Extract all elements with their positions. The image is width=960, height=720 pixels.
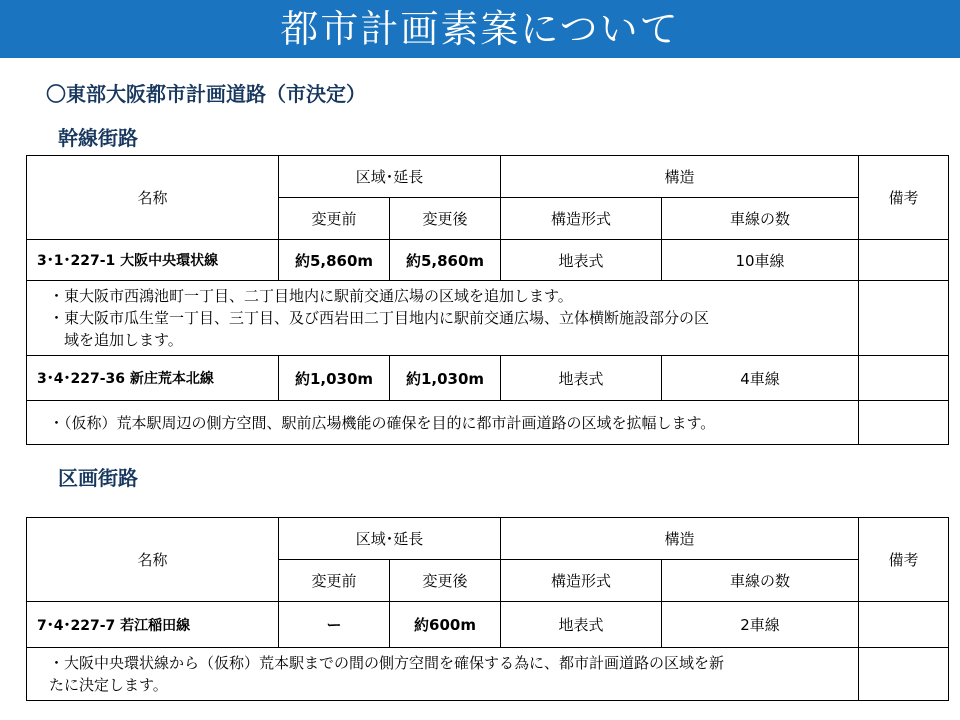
note-row — [27, 648, 949, 701]
lane-count: 10車線 — [662, 240, 859, 281]
header-after: 変更後 — [390, 560, 501, 602]
length-after: 約1,030m — [390, 356, 501, 401]
header-area: 区域･延長 — [279, 156, 501, 198]
note-text — [27, 401, 859, 445]
lane-count: 2車線 — [662, 602, 859, 648]
length-before: 約5,860m — [279, 240, 390, 281]
remarks-cell — [859, 401, 949, 445]
length-before: ー — [279, 602, 390, 648]
header-before: 変更前 — [279, 560, 390, 602]
structure-form: 地表式 — [501, 602, 662, 648]
structure-form: 地表式 — [501, 356, 662, 401]
note-line: 域を追加します。 — [49, 331, 183, 349]
header-lanes: 車線の数 — [662, 560, 859, 602]
trunk-heading: 幹線街路 — [58, 126, 138, 150]
header-area: 区域･延長 — [279, 518, 501, 560]
header-remarks: 備考 — [859, 156, 949, 240]
length-before: 約1,030m — [279, 356, 390, 401]
header-form: 構造形式 — [501, 560, 662, 602]
district-heading: 区画街路 — [58, 466, 138, 490]
length-after: 約5,860m — [390, 240, 501, 281]
lane-count: 4車線 — [662, 356, 859, 401]
header-structure: 構造 — [501, 518, 859, 560]
note-text — [27, 281, 859, 356]
length-after: 約600m — [390, 602, 501, 648]
structure-form: 地表式 — [501, 240, 662, 281]
table-row — [27, 356, 949, 401]
road-name: 3･1･227-1 大阪中央環状線 — [27, 240, 279, 281]
remarks-cell — [859, 602, 949, 648]
note-line: ・大阪中央環状線から（仮称）荒本駅までの間の側方空間を確保する為に、都市計画道路の区域を新 — [49, 654, 725, 672]
header-after: 変更後 — [390, 198, 501, 240]
remarks-cell — [859, 281, 949, 356]
header-remarks: 備考 — [859, 518, 949, 602]
note-row — [27, 401, 949, 445]
note-line: ・（仮称）荒本駅周辺の側方空間、駅前広場機能の確保を目的に都市計画道路の区域を拡幅します。 — [49, 413, 716, 432]
road-name: 3･4･227-36 新庄荒本北線 — [27, 356, 279, 401]
remarks-cell — [859, 240, 949, 281]
header-before: 変更前 — [279, 198, 390, 240]
note-line: ・東大阪市西鴻池町一丁目、二丁目地内に駅前交通広場の区域を追加します。 — [49, 287, 573, 305]
header-name: 名称 — [27, 156, 279, 240]
note-text — [27, 648, 859, 701]
header-form: 構造形式 — [501, 198, 662, 240]
remarks-cell — [859, 648, 949, 701]
section-heading: 〇東部大阪都市計画道路（市決定） — [46, 82, 366, 106]
table-row — [27, 602, 949, 648]
note-row — [27, 281, 949, 356]
road-name: 7･4･227-7 若江稲田線 — [27, 602, 279, 648]
remarks-cell — [859, 356, 949, 401]
trunk-table — [26, 155, 949, 445]
district-table — [26, 517, 949, 701]
note-line: たに決定します。 — [49, 676, 168, 694]
header-structure: 構造 — [501, 156, 859, 198]
note-line: ・東大阪市瓜生堂一丁目、三丁目、及び西岩田二丁目地内に駅前交通広場、立体横断施設部分の区 — [49, 309, 710, 327]
header-lanes: 車線の数 — [662, 198, 859, 240]
header-name: 名称 — [27, 518, 279, 602]
table-row — [27, 240, 949, 281]
page-title: 都市計画素案について — [0, 0, 960, 58]
